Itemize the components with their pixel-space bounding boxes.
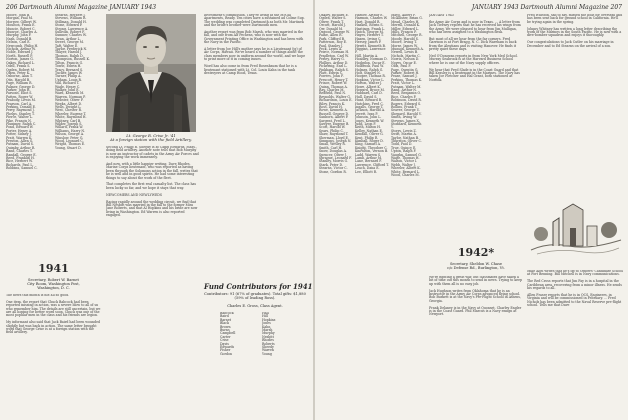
right-name-list-1: Oakley, Richard E. Ogden, Walter S. Oliver, Frank T. Orcutt, Harold J. Orr, Donald M. Osgood, George W. Paine, Allen R. Park, Clifford B. Patterson, Roy E. Paul, Stanley J. Peck, Lewis A. Peirce, Norman H. Pendleton, Carl W. Perley, Harry G. Phillips, Arthur D. Pickering, Earl L. Pinkham, Ralph S. Platt, Edwin C. Powers, John F. Prescott, Henry T. Prince, Robert W. Quinn, Thomas A. Ray, Charles M. Redfield, Paul N. Reynolds, Walter G. Richardson, Louis E. Riley, Francis K. Ross, David H. Rowe, Kenneth A. Russell, George D. Sanborn, Albert P. Sargent, Fred L. Sawyer, Eugene B. Scott, Harold W. Sears, Philip C. Shaw, Raymond T. Sherman, Lloyd E. Simmons, Joseph N. Small, Wesley R. Smith, Carl H. Snow, Douglas A. Spencer, Oliver J. Sprague, Leonard F. Stanley, Morris G. Stark, Peter D. Stearns, Victor C. Stone, Gordon R. — [319, 14, 353, 174]
right-article-col-2: We're fighting a great war, but classmates have taken a bit of time out this month to send in news. Trying to keep up with them all is no easy job. Jack Hughson writes from Oklahoma that he is an instructor in the Army Air Corps advanced flying school. Bob Burkett is at the Navy's Pre-Flight School in Athens, Georgia. Frank Delaney is in the Navy at Quonset. Charley Engler is in the Coast Guard. Phil Marcus is a Navy ensign at Newport. — [429, 276, 523, 317]
fund-names-b: Hall Hill Hopkins Jones Kahn Marsh Murphy Nesbitt Rhodes Roberts Sheedy Warren Young — [262, 312, 276, 356]
left-name-list-2: Stearns, Herbert J. Stevens, William R. Stillman, Donald H. Stone, Edward P. Strong, Lawrence A. Sullivan, Robert F. Sumner, Charles W. Swan, Arthur L. Sweet, George M. Taft, Walter E. Taylor, Frederick N. Thayer, Harold J. Thomas, Ralph D. Thompson, Russell K. Tilton, Francis G. Towle, Edwin H. Tracy, Bernard S. Tucker, James W. Turner, Philip A. Upham, Louis R. Vail, Richard T. Wade, Henry C. Walker, John E. Ward, Kenneth M. Warren, Norman P. Webster, Oliver F. Weeks, Albert D. Wells, Dwight L. West, Chester R. Wheeler, Eugene T. White, Raymond H. Whitney, Carl B. Wilder, Joseph S. Willard, Frank W. Williams, Harry N. Wilson, George A. Winslow, Peter G. Wood, Leonard C. Wright, Thomas E. Young, Stuart D. — [55, 14, 90, 150]
right-page — [315, 0, 628, 420]
fund-agent: Charles E. Gross, Class Agent. — [227, 304, 283, 308]
left-article-col-1: The news this month is not all so good. One item, the report that Chuck Babcock had been reported missing in action, was a severe blow to all of us who remember him. The details are still uncertain, but we are all hoping for better word soon. Chuck was one of the most popular men in the class and his friends are legion. My informant also said that Jack Baird had been wounded slightly but was back in action. The same letter brought word that George Crise is at a foreign station with the field artillery. — [6, 294, 101, 335]
fund-heading: Fund Contributors for 1941 — [204, 282, 313, 291]
right-name-list-2: Harlow, Arthur E. Harmon, Charles W. Hart, Donald R. Haskell, Edwin S. Hastings, Frank L. Hatch, George M. Hayes, Herbert T. Hazen, Irving C. Hersey, James P. Hewitt, Kenneth B. Higgins, Lawrence F. Hill, Martin A. Hoadley, Norman D. Hodgdon, Oscar E. Holbrook, Paul W. Holmes, Ralph G. Holt, Stanley N. Hooper, Thomas R. Hopkins, Victor L. Horton, Walter J. Howe, Albert K. Howard, Bruce M. Hubbard, Carl D. Hull, David S. Hunt, Edward R. Hutchins, Fred C. Ingalls, George T. Jackson, Harold A. Jewett, Ivan P. Johnson, John L. Jones, Kenneth W. Judd, Leon F. Keith, Milton H. Kelley, Nathan E. Kendall, Oliver G. Kent, Philip R. Kimball, Roger D. King, Samuel A. Knight, Theodore C. Knowlton, Vernon B. Ladd, Warren S. Lamb, Arthur M. Lane, Bernard F. Lawrence, Clifford T. Leach, Dana E. Lee, Elliott R. — [355, 14, 389, 174]
left-article-col-2: Second Lt. Philip R. Sheedy is at Camp Edwards, Mass., doing field artillery. Another note tells that Bob Murphy is now an instructor of cadets in the Army Air Forces and is enjoying the work immensely. And now, with a little happier writing, Dave Rhodes, Marine Corps lieutenant, who was reported as having been through the Solomons action in the fall, writes that he is well and in good spirits. He had some interesting things to say about the work of the fleet. That completes the first real casualty list. The class has been lucky so far, and we hope it stays that way. NEWCOMERS AND NEWLYWEDS Racing rapidly around the wedding circuit, we find that Bill Nesbitt was married in the fall to the former Miss Jane Roberts, and that Al Hopkins and his bride are now living in Washington. Ed Warren is also reported engaged. — [106, 146, 199, 218]
right-article-col-4: Mike Abel writes that he's off to Officers' Candidate School at Fort Benning. Bill Mitchell is in Navy communications. The Red Cross reports that Jim Fay is in a hospital in the Caribbean area, recovering from a minor illness. He sends his regards to all. Allen Fraser reports that he is in OCS, Engineers, in Virginia and will be commissioned in February. ... Fred Nichols has been admitted to the Naval Reserve pre-flight school. Tells me that Dave — [527, 270, 623, 308]
right-name-list-3: Mayo, Albert F. McAllister, Brian G. Mead, Charles H. Merrill, Donald K. Miller, Edward L. Mills, Francis P. Mitchell, George R. Moody, Harold S. Moore, Irving T. Morse, James W. Munson, Kenneth A. Newell, Lewis B. Nichols, Martin C. Norris, Nelson D. Noyes, Oscar E. Olds, Paul F. Page, Quentin G. Parker, Robert H. Pease, Samuel J. Perkins, Thomas K. Pratt, Victor L. Putnam, Walter M. Rand, Arthur N. Reed, Benjamin O. Rice, Charles P. Robinson, David R. Rogers, Edward S. Rollins, Frank T. Seaver, George U. Shepard, Harold V. Smith, Irving W. Stevens, James X. Stoddard, Kenneth Y. Storrs, Lewis Z. Swift, Martin A. Taylor, Nathan B. Thurston, Oliver C. Todd, Paul D. True, Quincy E. Upton, Ralph F. Vaughn, Samuel G. Waite, Thomas H. Walton, Victor I. Webb, Walter J. Wheeler, Albert K. White, Bernard L. Wood, Charles M. — [391, 14, 424, 178]
sketch-drawing — [529, 188, 623, 264]
fund-names-a: Babcock Baird Barnet Black Brown Burns Campbell Carter Crise Davis Edwards Fisher Gordon — [220, 312, 236, 356]
sketch-illustration — [529, 188, 623, 264]
class-1942-secretary: Secretary, Sheldon W. Chase c/o Defense Rd., Burlington, Vt. — [447, 262, 505, 270]
left-name-list-1: Moore, John B. Morgan, Paul M. Morrow, Gilbert W. Moulton, Frank E. Muncie, Robert C. Munroe, Charles A. Murphy, John F. Nash, Donald B. Nelson, Carl E. Newcomb, Philip H. Nichols, Arthur W. Noble, Edward J. North, Russell P. Norton, James G. Oakes, Richard L. Odell, Frank S. Ogden, Robert M. Olsen, Peter K. Osborne, Alan T. Otis, Harold B. Page, William R. Palmer, George D. Parker, John H. Parsons, Eliot S. Patten, Roger W. Peabody, Lewis M. Pearson, Carl A. Perkins, Donald E. Perry, Raymond J. Phelps, Stanley T. Pierce, Walter L. Pike, Francis N. Plummer, Ralph C. Pond, Edward W. Porter, Henry A. Potter, Sidney J. Pratt, Warren K. Preston, Allen G. Putnam, David S. Quimby, Arthur R. Rand, Charles T. Randall, George E. Reed, Franklin H. Rice, Herbert W. Richards, Paul L. Robbins, Samuel C. — [6, 14, 39, 171]
fund-subtitle: Contributors: 91 (67% of graduates). Total gifts: $1,880 (59% of leading Ross). — [204, 292, 306, 300]
class-1941-heading: 1941 — [38, 262, 69, 275]
left-page — [0, 0, 313, 420]
right-article-col-1: JANUARY 1943 the Army Air Corps and is now in Texas. ... A letter from Jack Tierney reports that he has received his wings from the Army. We were pleased to hear from Jim Mulligan, who has been assigned to a Washington desk. But most of all we hear from the far corners. Fred Garrison is at Fort Bragg, N. C. Dick Wareham is back from the Aleutians and is visiting Hanover. He finds it pretty quiet these days. Ned O'Donovan reports in from New York Med School. Murray Seabrook is at the Harvard Business School where he is one of the Navy supply officers. We hear that Fred Slade is in the Coast Guard and that Bill Kessler is a lieutenant in the Marines. The Navy has taken Joe Fletcher and Hal Grant, both stationed at Norfolk. — [429, 14, 521, 82]
portrait-photo — [106, 14, 196, 132]
right-article-col-3: Fred Whiston, sad to say, missed the boat for overseas and has been sent back for ground school in California. He'll be trying again in the spring. Johnny Whitney has written a long letter describing the work of the Marines in the South Pacific. He is now with a dive-bomber squadron and enjoys it thoroughly. Our congratulations to Jack Cutler on his marriage in December and to Ed Stearns on the arrival of a son. — [527, 14, 623, 48]
left-page-header: 206 Dartmouth Alumni Magazine JANUARY 1943 — [6, 4, 157, 11]
class-1942-heading: 1942* — [457, 246, 495, 259]
photo-caption: Lt. George R. Crise Jr. '41 At a foreign station with the field Artillery. — [110, 133, 192, 143]
class-1941-secretary: Secretary, Robert W. Barnet City Room, Washington Post, Washington, D. C. — [27, 278, 80, 290]
portrait-photo-image — [106, 14, 196, 132]
left-article-col-3: Investment's commission. They're living at the McGill Apartments, Ready. Ten cities have a sustained ad Colme Sup. The wedding was completed Dartmouth as both Mr. Martinek and the bride's brother were Dartmouth men. Another report was from Bob Marsh, who was married in the fall, and one from Alf Pechens, who is now with the Government Printing Office in Washington and has been with the Navy in the Pacific. A letter from Joe Hill's mother says he is a Lieutenant (jg) of Air Corps, Hawaii. We've heard a number of things about the class members now in uniform around the world, and we hope to print more of it in coming issues. Word has also come in from Fred Rosenbaum that he is a lieutenant stationed with Lt. Col. Louis Kahn in the tank destroyers at Camp Hood, Texas. — [204, 14, 306, 75]
right-page-header: JANUARY 1943 Dartmouth Alumni Magazine 207 — [471, 4, 622, 11]
